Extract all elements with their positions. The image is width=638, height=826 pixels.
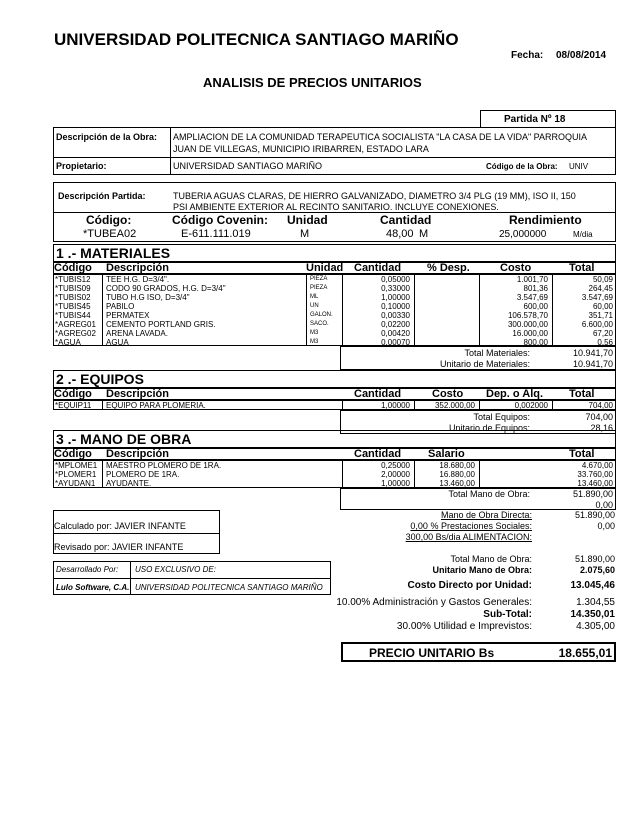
cell-unidad: PIEZA <box>310 276 328 282</box>
partida-cantidad-unit: M <box>419 228 429 240</box>
cell-costo: 3.547,69 <box>516 293 548 302</box>
mo-unit-label: Unitario Mano de Obra: <box>432 565 532 575</box>
eq-h-total: Total <box>569 388 595 400</box>
cell-codigo: *MPLOME1 <box>55 461 98 470</box>
eq-unit-value: 28,16 <box>590 423 613 433</box>
obra-desc-line2: JUAN DE VILLEGAS, MUNICIPIO IRIBARREN, ESTADO LARA <box>173 144 429 154</box>
cell-total: 50,09 <box>592 275 613 284</box>
table-row <box>54 479 615 488</box>
revisado-por: Revisado por: JAVIER INFANTE <box>54 542 184 552</box>
cell-total: 351,71 <box>588 311 613 320</box>
mo-extra-value: 0,00 <box>595 500 613 510</box>
mo-total2-label: Total Mano de Obra: <box>450 554 532 564</box>
mat-h-unidad: Unidad <box>306 262 344 274</box>
table-row <box>54 401 615 410</box>
calculado-por: Calculado por: JAVIER INFANTE <box>54 521 186 531</box>
eq-h-codigo: Código <box>54 388 92 400</box>
firmas-box <box>53 510 220 554</box>
obra-desc-label: Descripción de la Obra: <box>56 132 158 142</box>
partida-desc-line2: PSI AMBIENTE EXTERIOR AL RECINTO SANITARIO. INCLUYE CONEXIONES. <box>173 202 499 212</box>
fecha-value: 08/08/2014 <box>556 50 607 61</box>
cell-desc: CODO 90 GRADOS, H.G. D=3/4" <box>106 284 226 293</box>
precio-unitario-value: 18.655,01 <box>558 646 612 660</box>
cell-costo: 352.000,00 <box>434 401 475 410</box>
partida-box <box>53 182 616 242</box>
partida-number: Partida Nº 18 <box>504 114 566 125</box>
materiales-title: 1 .- MATERIALES <box>56 245 171 261</box>
cell-desc: ARENA LAVADA. <box>106 329 168 338</box>
cell-total: 33.760,00 <box>577 470 613 479</box>
mo-h-desc: Descripción <box>106 448 169 460</box>
table-row <box>54 284 615 293</box>
table-row <box>54 329 615 338</box>
utilidad-label: 30.00% Utilidad e Imprevistos: <box>396 621 532 632</box>
mo-h-codigo: Código <box>54 448 92 460</box>
cell-salario: 13.460,00 <box>439 479 475 488</box>
mano-title: 3 .- MANO DE OBRA <box>56 431 192 447</box>
mo-h-salario: Salario <box>428 448 465 460</box>
cell-costo: 600,00 <box>523 302 548 311</box>
cell-unidad: UN <box>310 303 319 309</box>
partida-codigo-value: *TUBEA02 <box>83 228 137 240</box>
cell-unidad: M3 <box>310 330 319 336</box>
cell-codigo: *PLOMER1 <box>55 470 97 479</box>
table-row <box>54 293 615 302</box>
eq-h-cantidad: Cantidad <box>354 388 402 400</box>
cell-total: 67,20 <box>592 329 613 338</box>
cell-costo: 800,00 <box>523 338 548 347</box>
cell-cantidad: 0,02200 <box>381 320 410 329</box>
equipos-header-row <box>53 387 616 400</box>
cell-desc: EQUIPO PARA PLOMERIA. <box>106 401 206 410</box>
mo-prestaciones-label: 0,00 % Prestaciones Sociales: <box>410 521 532 531</box>
eq-total-value: 704,00 <box>585 412 613 422</box>
mo-prestaciones-value: 0,00 <box>597 521 615 531</box>
cell-cantidad: 0,05000 <box>381 275 410 284</box>
mano-table <box>53 460 616 488</box>
university-title: UNIVERSIDAD POLITECNICA SANTIAGO MARIÑO <box>54 30 459 49</box>
precio-unitario-label: PRECIO UNITARIO Bs <box>369 646 495 660</box>
eq-unit-label: Unitario de Equipos: <box>448 423 530 433</box>
materiales-table <box>53 274 616 346</box>
cell-costo: 1.001,70 <box>516 275 548 284</box>
cell-cantidad: 0,10000 <box>381 302 410 311</box>
cell-total: 13.460,00 <box>577 479 613 488</box>
costo-directo-label: Costo Directo por Unidad: <box>407 580 532 591</box>
document-title: ANALISIS DE PRECIOS UNITARIOS <box>203 75 422 90</box>
cell-total: 60,00 <box>592 302 613 311</box>
table-row <box>54 302 615 311</box>
cell-salario: 18.680,00 <box>439 461 475 470</box>
cell-total: 4.670,00 <box>581 461 613 470</box>
precio-unitario-box <box>341 642 616 662</box>
partida-covenin-header: Código Covenin: <box>172 213 268 227</box>
partida-cantidad-header: Cantidad <box>380 213 432 227</box>
cell-costo: 106.578,70 <box>507 311 548 320</box>
cell-cantidad: 0,25000 <box>381 461 410 470</box>
mo-total-label: Total Mano de Obra: <box>448 489 530 499</box>
propietario-label: Propietario: <box>56 161 107 171</box>
mat-unit-label: Unitario de Materiales: <box>439 359 530 369</box>
cell-total: 3.547,69 <box>581 293 613 302</box>
cell-desc: PERMATEX <box>106 311 150 320</box>
fecha-label: Fecha: <box>511 50 544 61</box>
cell-unidad: M3 <box>310 339 319 345</box>
equipos-title-box <box>53 370 616 387</box>
cell-unidad: GALON. <box>310 312 333 318</box>
mat-total-label: Total Materiales: <box>464 348 530 358</box>
cell-total: 264,45 <box>588 284 613 293</box>
cell-codigo: *AGREG02 <box>55 329 96 338</box>
cell-codigo: *EQUIP11 <box>55 401 92 410</box>
partida-rendimiento-header: Rendimiento <box>509 213 582 227</box>
cell-codigo: *AYUDAN1 <box>55 479 96 488</box>
cell-desc: AYUDANTE. <box>106 479 152 488</box>
table-row <box>54 470 615 479</box>
cell-desc: TUBO H.G ISO, D=3/4" <box>106 293 190 302</box>
admin-value: 1.304,55 <box>576 597 615 608</box>
cell-salario: 16.880,00 <box>439 470 475 479</box>
cell-codigo: *TUBIS12 <box>55 275 91 284</box>
mano-totals-box <box>340 488 616 510</box>
cell-codigo: *TUBIS45 <box>55 302 91 311</box>
partida-number-box <box>480 110 616 128</box>
eq-h-desc: Descripción <box>106 388 169 400</box>
equipos-table <box>53 400 616 410</box>
partida-desc-label: Descripción Partida: <box>58 191 146 201</box>
cell-unidad: SACO. <box>310 321 329 327</box>
cell-desc: TEE H.G. D=3/4". <box>106 275 170 284</box>
partida-codigo-header: Código: <box>86 213 132 227</box>
uso-exclusivo-label: USO EXCLUSIVO DE: <box>135 565 216 574</box>
partida-covenin-value: E-611.111.019 <box>181 228 251 240</box>
mo-unit-value: 2.075,60 <box>579 565 615 575</box>
obra-desc-line1: AMPLIACION DE LA COMUNIDAD TERAPEUTICA SOCIALISTA "LA CASA DE LA VIDA" PARROQUIA <box>173 132 588 142</box>
codigo-obra-value: UNIV <box>569 162 589 171</box>
cell-desc: PLOMERO DE 1RA. <box>106 470 180 479</box>
admin-label: 10.00% Administración y Gastos Generales: <box>336 597 532 608</box>
table-row <box>54 461 615 470</box>
mat-h-codigo: Código <box>54 262 92 274</box>
eq-total-label: Total Equipos: <box>473 412 530 422</box>
mo-alimentacion-label: 300,00 Bs/dia ALIMENTACION: <box>405 532 532 542</box>
cell-cantidad: 0,00330 <box>381 311 410 320</box>
eq-h-dep: Dep. o Alq. <box>486 388 544 400</box>
materiales-header-row <box>53 261 616 274</box>
cell-unidad: ML <box>310 294 319 300</box>
cell-cantidad: 2,00000 <box>381 470 410 479</box>
mo-total-value: 51.890,00 <box>572 489 613 499</box>
mat-h-cantidad: Cantidad <box>354 262 402 274</box>
table-row <box>54 275 615 284</box>
cell-costo: 16.000,00 <box>512 329 548 338</box>
partida-desc-line1: TUBERIA AGUAS CLARAS, DE HIERRO GALVANIZADO, DIAMETRO 3/4 PLG (19 MM), ISO II, 150 <box>173 191 576 201</box>
desarrollado-box <box>53 561 331 595</box>
cell-unidad: PIEZA <box>310 285 328 291</box>
utilidad-value: 4.305,00 <box>576 621 615 632</box>
partida-unidad-value: M <box>300 228 310 240</box>
mat-h-desp: % Desp. <box>427 262 470 274</box>
cell-total: 0,56 <box>597 338 613 347</box>
empresa-name: Lulo Software, C.A. <box>56 583 130 592</box>
mat-h-total: Total <box>569 262 595 274</box>
cell-desc: MAESTRO PLOMERO DE 1RA. <box>106 461 222 470</box>
cell-costo: 801,36 <box>523 284 548 293</box>
cell-cantidad: 0,00420 <box>381 329 410 338</box>
cell-dep: 0,002000 <box>514 401 548 410</box>
subtotal-label: Sub-Total: <box>483 609 532 620</box>
mat-h-desc: Descripción <box>106 262 169 274</box>
partida-cantidad-value: 48,00 <box>386 228 414 240</box>
partida-rendimiento-unit: M/dia <box>573 230 593 239</box>
propietario-value: UNIVERSIDAD SANTIAGO MARIÑO <box>173 161 323 171</box>
cell-desc: CEMENTO PORTLAND GRIS. <box>106 320 216 329</box>
materiales-title-box <box>53 244 616 261</box>
costo-directo-value: 13.045,46 <box>570 580 615 591</box>
mo-h-total: Total <box>569 448 595 460</box>
codigo-obra-label: Código de la Obra: <box>486 162 558 171</box>
mo-directa-value: 51.890,00 <box>574 510 615 520</box>
mano-header-row <box>53 447 616 460</box>
eq-h-costo: Costo <box>432 388 464 400</box>
mo-directa-label: Mano de Obra Directa: <box>440 510 532 520</box>
mat-unit-value: 10.941,70 <box>572 359 613 369</box>
obra-box <box>53 127 616 175</box>
table-row <box>54 320 615 329</box>
cell-total: 704,00 <box>588 401 613 410</box>
cell-cantidad: 0,00070 <box>381 338 410 347</box>
cell-codigo: *TUBIS09 <box>55 284 91 293</box>
universidad-exclusivo: UNIVERSIDAD POLITECNICA SANTIAGO MARIÑO <box>135 583 323 592</box>
cell-codigo: *AGREG01 <box>55 320 96 329</box>
desarrollado-label: Desarrollado Por: <box>56 565 119 574</box>
cell-cantidad: 1,00000 <box>381 479 410 488</box>
cell-codigo: *TUBIS44 <box>55 311 91 320</box>
partida-rendimiento-value: 25,000000 <box>499 229 547 240</box>
table-row <box>54 311 615 320</box>
cell-codigo: *TUBIS02 <box>55 293 91 302</box>
cell-cantidad: 1,00000 <box>381 293 410 302</box>
partida-unidad-header: Unidad <box>287 213 328 227</box>
mo-h-cantidad: Cantidad <box>354 448 402 460</box>
cell-cantidad: 1,00000 <box>381 401 410 410</box>
materiales-totals-box <box>340 346 616 370</box>
mat-total-value: 10.941,70 <box>572 348 613 358</box>
cell-cantidad: 0,33000 <box>381 284 410 293</box>
cell-codigo: *AGUA <box>55 338 81 347</box>
cell-desc: AGUA <box>106 338 129 347</box>
cell-costo: 300.000,00 <box>507 320 548 329</box>
cell-total: 6.600,00 <box>581 320 613 329</box>
cell-desc: PABILO <box>106 302 135 311</box>
mano-title-box <box>53 430 616 447</box>
subtotal-value: 14.350,01 <box>570 609 615 620</box>
mat-h-costo: Costo <box>500 262 532 274</box>
equipos-title: 2 .- EQUIPOS <box>56 371 144 387</box>
mo-total2-value: 51.890,00 <box>574 554 615 564</box>
